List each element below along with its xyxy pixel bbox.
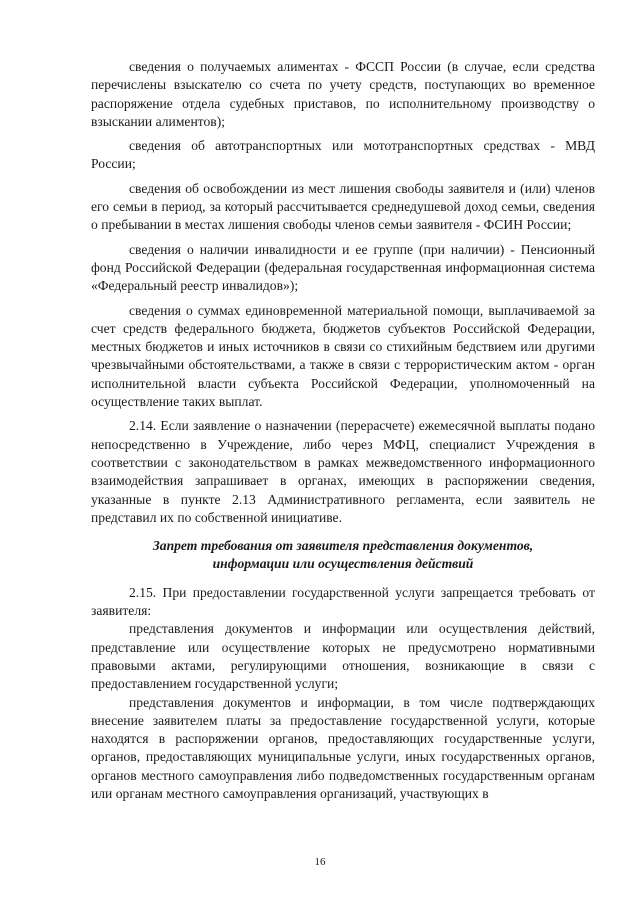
paragraph-prison-release-info: сведения об освобождении из мест лишения свободы заявителя и (или) членов его семьи в период, за который рассчитывается среднедушевой доход семьи, сведения о пребывании в местах лишения свободы членов семьи заявителя - ФСИН России; (91, 180, 595, 233)
document-body (91, 58, 595, 803)
paragraph-prohibition-2: представления документов и информации, в том числе подтверждающих внесение заявителем платы за предоставление государственной услуги, которые находятся в распоряжении органов, предоставляющих государственные услуги, органов, предоставляющих муниципальные услуги, иных государственных органов, органов местного самоуправления либо подведомственных государственным органам или органам местного самоуправления организаций, участвующих в (91, 694, 595, 801)
section-heading-line-2: информации или осуществления действий (212, 556, 474, 572)
section-heading (91, 537, 595, 574)
paragraph-2-14: 2.14. Если заявление о назначении (перерасчете) ежемесячной выплаты подано непосредственно в Учреждение, либо через МФЦ, специалист Учреждения в соответствии с законодательством в рамках межведомственного информационного взаимодействия запрашивает в органах, имеющих в распоряжении сведения, указанные в пункте 2.13 Административного регламента, если заявитель не представил их по собственной инициативе. (91, 418, 595, 525)
paragraph-material-aid-info: сведения о суммах единовременной материальной помощи, выплачиваемой за счет средств федерального бюджета, бюджетов субъектов Российской Федерации, местных бюджетов и иных источников в связи со стихийным бедствием или другими чрезвычайными обстоятельствами, а также в связи с террористическим актом - орган исполнительной власти субъекта Российской Федерации, уполномоченный на осуществление таких выплат. (91, 302, 595, 410)
paragraph-vehicle-info: сведения об автотранспортных или мототранспортных средствах - МВД России; (91, 138, 595, 172)
paragraph-prohibition-1: представления документов и информации или осуществления действий, представление или осуществление которых не предусмотрено нормативными правовыми актами, регулирующими отношения, возникающие в связи с предоставлением государственной услуги; (91, 621, 595, 692)
paragraph-2-15: 2.15. При предоставлении государственной услуги запрещается требовать от заявителя: (91, 584, 595, 619)
paragraph-disability-info: сведения о наличии инвалидности и ее группе (при наличии) - Пенсионный фонд Российской Федерации (федеральная государственная информационная система «Федеральный реестр инвалидов»); (91, 241, 595, 294)
section-heading-line-1: Запрет требования от заявителя представления документов, (152, 538, 534, 554)
paragraph-alimony-info: сведения о получаемых алиментах - ФССП России (в случае, если средства перечислены взыскателю со счета по учету средств, поступающих во временное распоряжение отдела судебных приставов, по исполнительному производству о взыскании алиментов); (91, 59, 595, 129)
page-number: 16 (314, 856, 326, 868)
